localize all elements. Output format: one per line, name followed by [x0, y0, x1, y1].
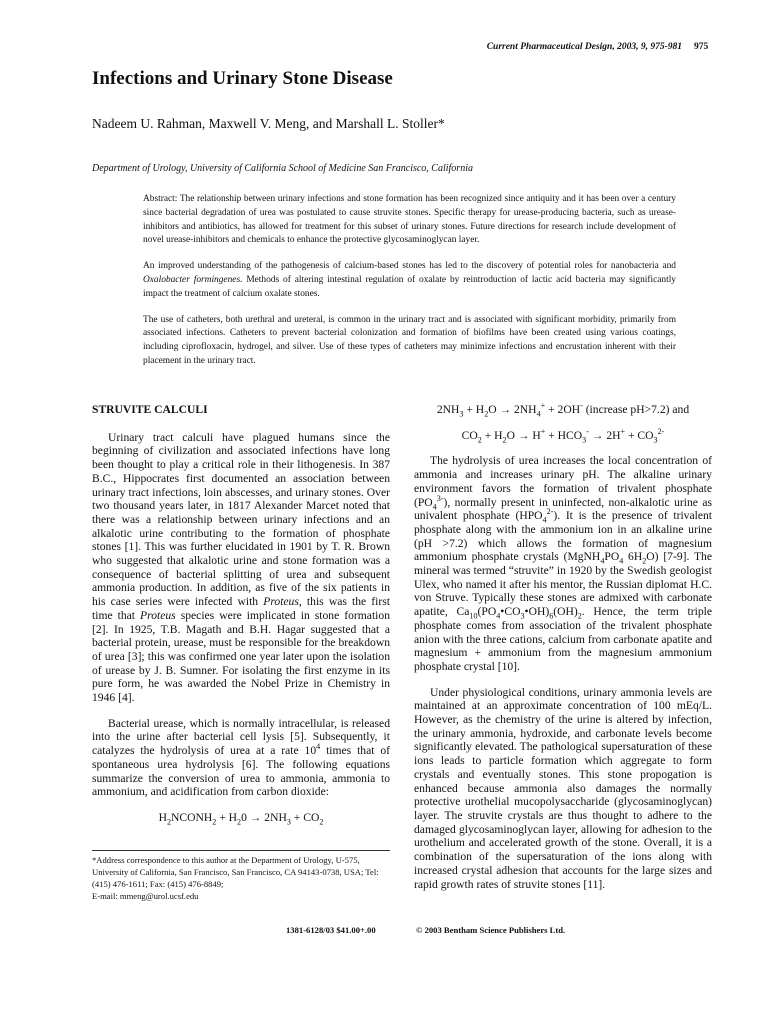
running-head: Current Pharmaceutical Design, 2003, 9, 975-981: [486, 42, 682, 52]
left-column: [92, 403, 390, 837]
right-column: [414, 403, 712, 891]
body-paragraph: Bacterial urease, which is normally intracellular, is released into the urine after bacterial cell lysis [5]. Subsequently, it catalyzes the hydrolysis of urea at a rate $10^4$ times that of spontaneous urea hydrolysis [6]. The following equations summarize the conversion of urea to ammonia, ammonia to ammonium, and acidification from carbon dioxide:: [92, 716, 391, 799]
body-paragraph: The hydrolysis of urea increases the local concentration of ammonia and increases urinary pH. The alkaline urinary environment favors the formation of trivalent phosphate $(PO_4^{3-})$, normally present in uninfected, non-alkalotic urine as univalent phosphate $(HPO_4^{2-})$. It is the presence of trivalent phosphate along with the ammonium ion in an alkaline urine (pH >7.2) which allows the formation of magnesium ammonium phosphate crystals ($MgNH_4PO_4$ $6H_2O$) [7-9]. The mineral was termed “struvite” in 1920 by the Swedish geologist Ulex, who named it after his mentor, the Russian diplomat H.C. von Struve. Typically these stones are admixed with carbonate apatite, $Ca_{10}(PO_4•CO_3•OH)_6(OH)_2$. Hence, the term triple phosphate comes from association of the trivalent phosphate anion with the three cations, calcium from carbonate apatite and magnesium + ammonium from the magnesium ammonium phosphate crystal [10].: [414, 454, 713, 673]
footnote-address: *Address correspondence to this author at the Department of Urology, U-575, University of California, San Francisco, San Francisco, CA 94143-0738, USA; Tel: (415) 476-1611; Fax: (415) 476-8849;: [92, 855, 379, 889]
article-title: Infections and Urinary Stone Disease: [92, 68, 393, 89]
abstract-paragraph: The use of catheters, both urethral and ureteral, is common in the urinary tract and is associated with significant morbidity, primarily from associated infections. Catheters to prevent bacterial colonization and formation of biofilms have been created using various coatings, including ciprofloxacin, hydrogel, and silver. Use of these types of catheters may minimize infections and encrustation inherent with their placement in the urinary tract.: [143, 314, 676, 366]
equation-carbonate: $CO_2 + H_2O \to H^+ + HCO_3^- \to 2H^+ + CO_3^{2-}$: [461, 426, 665, 445]
author-list: Nadeem U. Rahman, Maxwell V. Meng, and Marshall L. Stoller*: [92, 116, 445, 131]
page-number: 975: [694, 42, 709, 52]
affiliation: Department of Urology, University of California School of Medicine San Francisco, California: [92, 163, 473, 174]
equation-ammonium: $2NH_3 + H_2O \to 2NH_4^+ + 2OH^-$ (increase pH>7.2) and: [436, 401, 690, 419]
copyright-notice: © 2003 Bentham Science Publishers Ltd.: [416, 925, 566, 935]
body-paragraph: Under physiological conditions, urinary ammonia levels are maintained at an approximate concentration of 100 mEq/L. However, as the chemistry of the urine is altered by infection, the urinary ammonia, hydroxide, and carbonate levels become significantly elevated. The pathological supersaturation of these ions leads to particle formation which aggregate to form crystals and eventually stones. This stone propogation is enhanced because ammonia also damages the normally protective urothelial mucopolysaccharide (glycosaminoglycan) layer. The struvite crystals are thus thought to adhere to the damaged glycosaminoglycan layer, allowing for adhesion to the urothelium and accelerated growth of the stone. Overall, it is a combination of the supersaturation of the ions along with increased crystal adhesion that accounts for the large sizes and rapid growth rates of struvite stones [11].: [414, 685, 712, 891]
correspondence-footnote: [92, 854, 390, 902]
equation-urea-hydrolysis: $H_2NCONH_2 + H_20 \to 2NH_3 + CO_2$: [158, 810, 324, 827]
abstract-paragraph: An improved understanding of the pathogenesis of calcium-based stones has led to the discovery of potential roles for nanobacteria and Oxalobacter formingenes. Methods of altering intestinal regulation of oxalate by reintroduction of lactic acid bacteria may significantly impact the treatment of calcium oxalate stones.: [143, 261, 676, 299]
footnote-divider: [92, 850, 390, 851]
footnote-email: E-mail: mmeng@urol.ucsf.edu: [92, 891, 199, 901]
abstract-paragraph: Abstract: The relationship between urinary infections and stone formation has been recognized since antiquity and it has been over a century since bacterial degradation of urea was postulated to cause struvite stones. Specific therapy for urease-producing bacteria, such as urease-inhibitors and antibiotics, has allowed for treatment for this subset of urinary stones. Future directions for research include development of novel urease-inhibitors and chemicals to enhance the protective glycosaminoglycan layer.: [143, 194, 676, 246]
body-paragraph: Urinary tract calculi have plagued humans since the beginning of civilization and associated infections have long been thought to play a critical role in their lithogenesis. In 387 B.C., Hippocrates first documented an association between urinary tract infections, loin abscesses, and urinary stones. Over two thousand years later, in 1817 Alexander Marcet noted that there was a relationship between urinary infections and an alkalotic urine contributing to the formation of phosphate stones [1]. This was further elucidated in 1901 by T. R. Brown who suggested that alkalotic urine and stone formation was a consequence of bacterial splitting of urea and subsequent ammonia production. In addition, as five of the six patients in his case series were infected with Proteus, this was the first time that Proteus species were implicated in stone formation [2]. In 1925, T.B. Magath and B.H. Hagar suggested that a bacterial protein, urease, must be responsible for the breakdown of urea [3]; this was confirmed one year later upon the isolation of urease by J. B. Sumner. For isolating the first enzyme in its pure form, he was awarded the Nobel Prize in Chemistry in 1946 [4].: [92, 430, 390, 705]
issn-price: 1381-6128/03 $41.00+.00: [286, 925, 376, 935]
abstract: [143, 193, 676, 381]
section-heading: STRUVITE CALCULI: [92, 403, 208, 416]
